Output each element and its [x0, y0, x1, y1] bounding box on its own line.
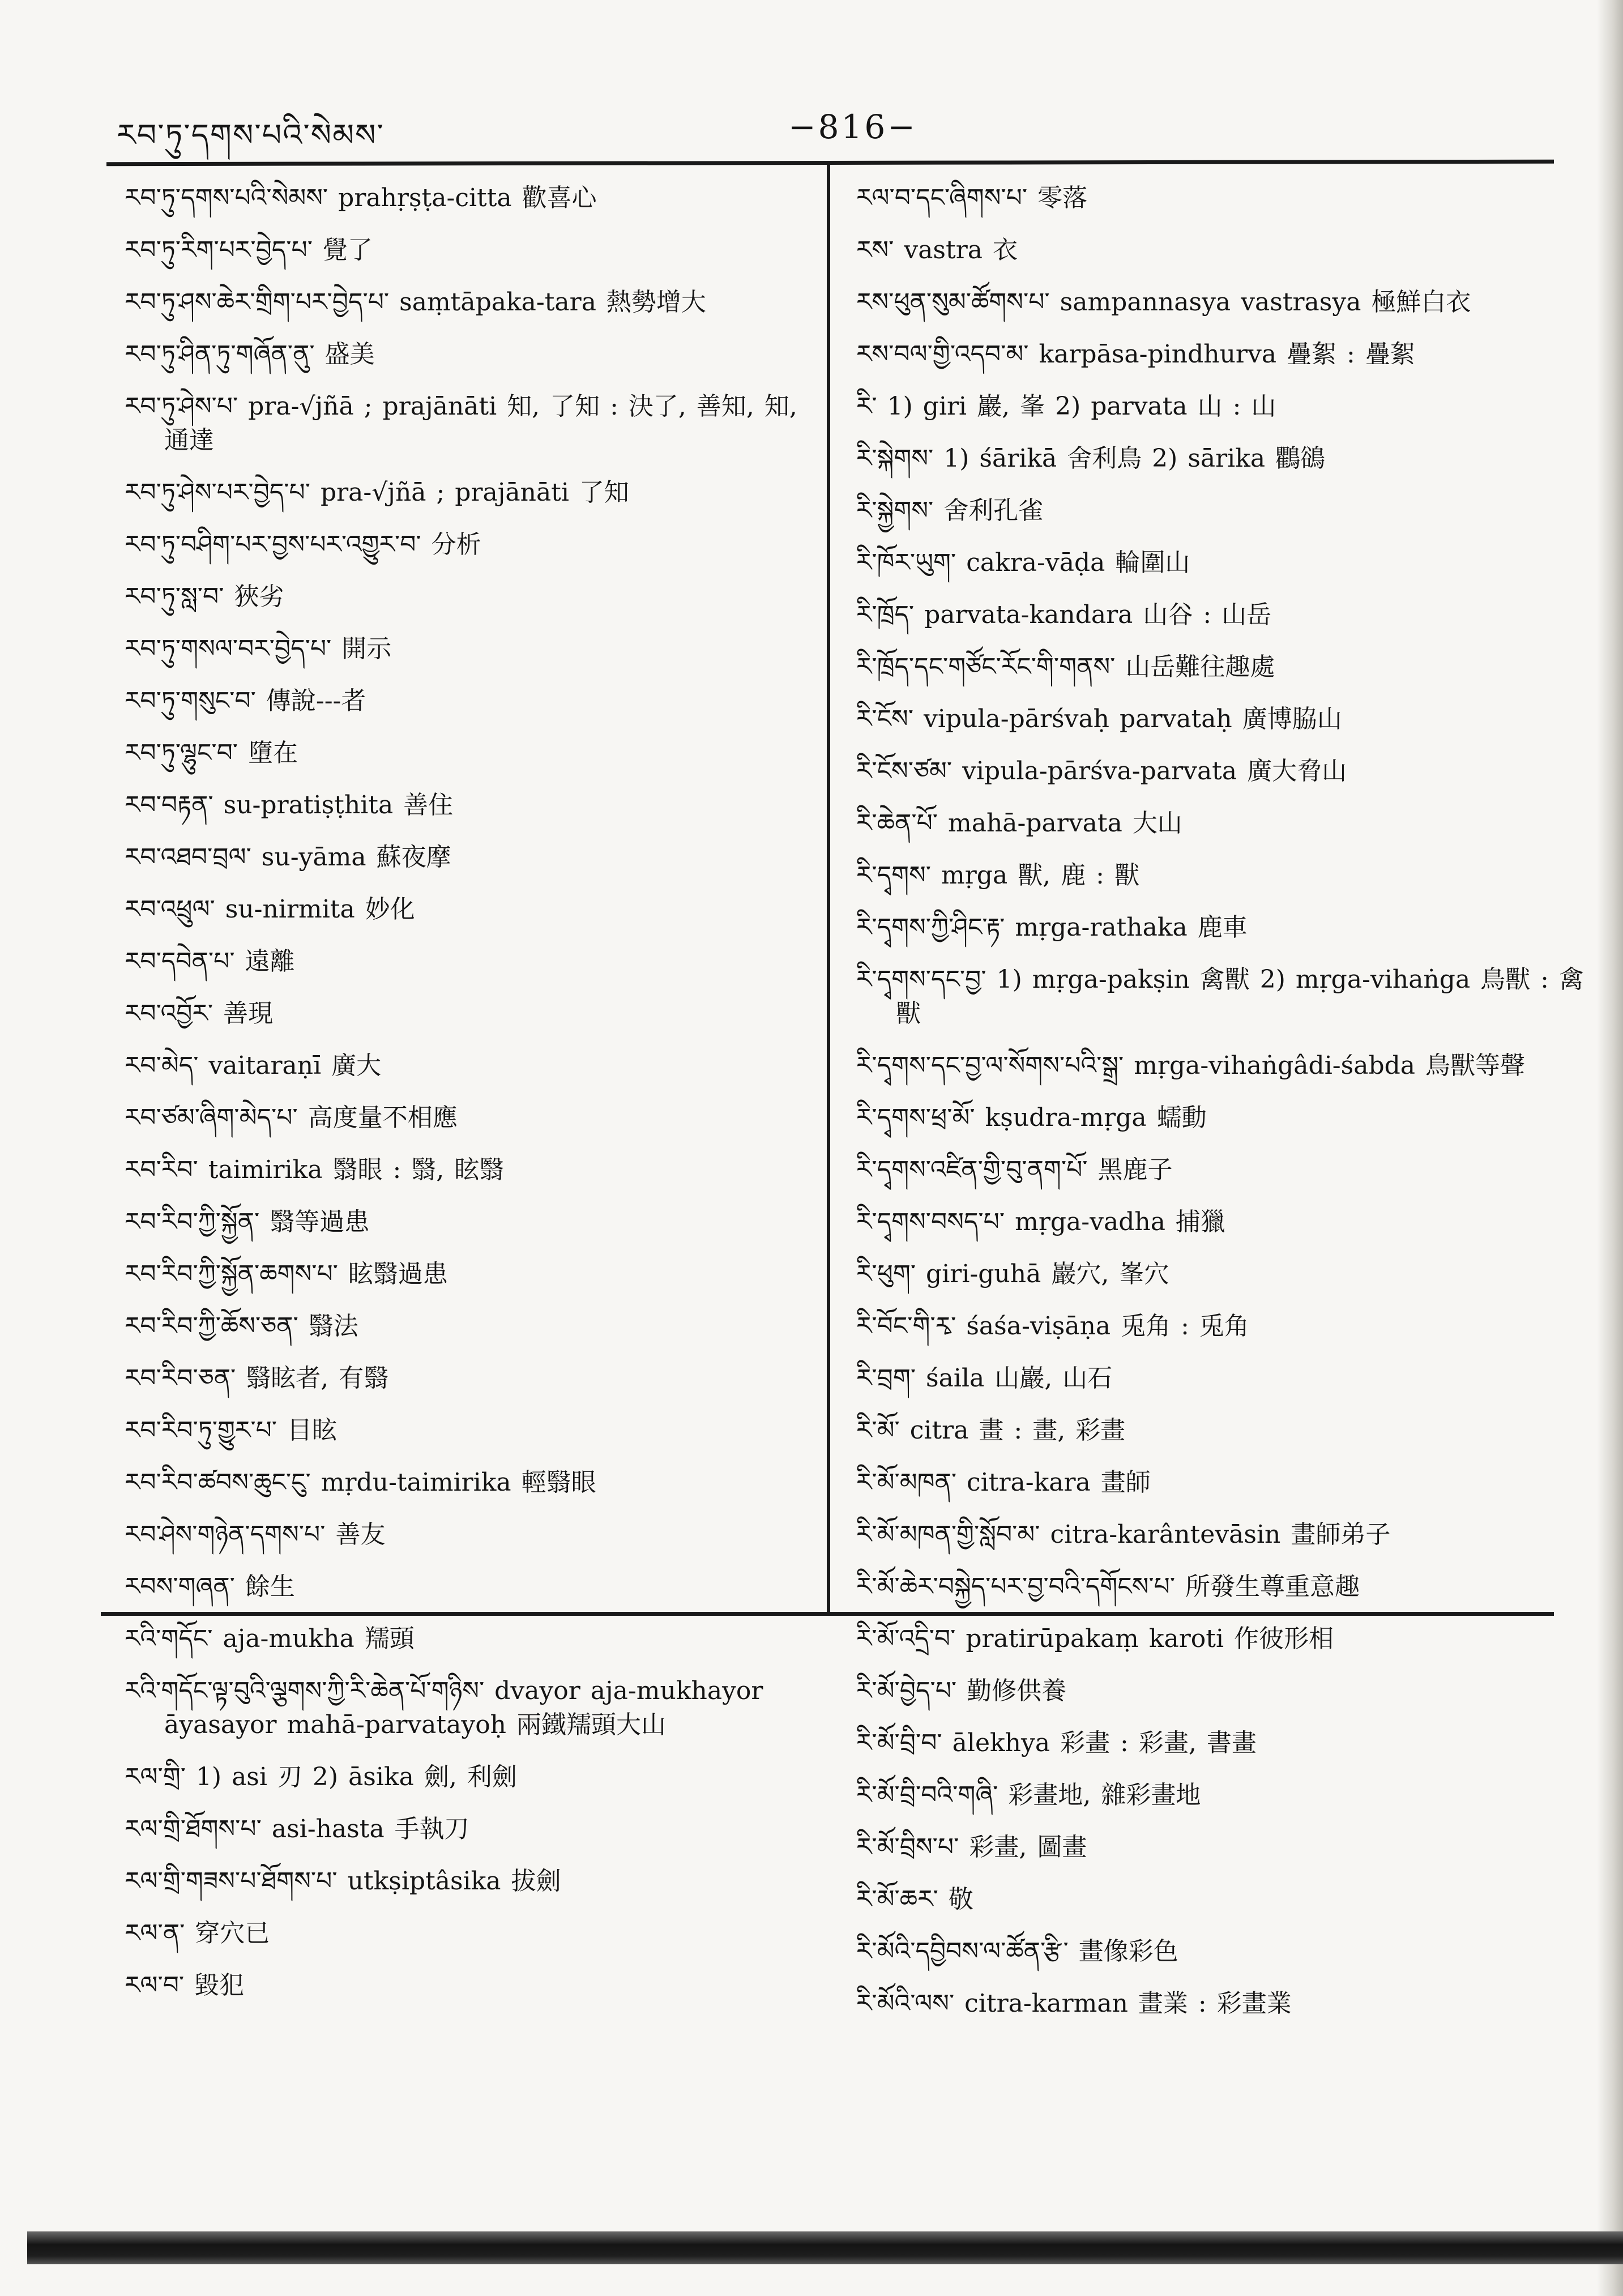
entry: རའི་གདོང་ལྟ་བུའི་ལྕགས་ཀྱི་རི་ཆེན་པོ་གཉིས་ dvayor aja-mukhayor āyasayor mahā-parvatayoḥ 兩鐵羺頭大山 — [125, 1676, 763, 1739]
entry: རབ་ཏུ་བཤིག་པར་བྱས་པར་འགྱུར་བ་ 分析 — [125, 530, 481, 559]
entry: རི་ངོས་ཙམ་ vipula-pārśva-parvata 廣大脅山 — [856, 757, 1347, 786]
entry: རི་མོ་བྲི་བ་ ālekhya 彩畫 : 彩畫, 書畫 — [856, 1729, 1257, 1757]
entry: རབ་རིབ་ཀྱི་ཆོས་ཅན་ 翳法 — [125, 1312, 358, 1341]
entry: རི་ 1) giri 巖, 峯 2) parvata 山 : 山 — [856, 392, 1276, 421]
entry: རའི་གདོང་ aja-mukha 羺頭 — [125, 1624, 415, 1653]
column-divider — [827, 163, 830, 1614]
entry: རལ་བ་ 毀犯 — [125, 1971, 245, 2000]
entry: རབ་འཕྲུལ་ su-nirmita 妙化 — [125, 895, 415, 924]
entry: རབ་ཤེས་གཉེན་དགས་པ་ 善友 — [125, 1520, 386, 1549]
entry: རི་ཁྲོད་དང་གཙོང་རོང་གི་གནས་ 山岳難往趣處 — [856, 652, 1275, 681]
entry: རི་མོ་བྱེད་པ་ 勤修供養 — [856, 1676, 1067, 1705]
entry: རབས་གཞན་ 餘生 — [125, 1572, 295, 1601]
running-head: རབ་ཏུ་དགས་པའི་སེམས་ — [117, 117, 385, 153]
entry: རི་མོ་བྲིས་པ་ 彩畫, 圖畫 — [856, 1833, 1087, 1862]
entry: རས་ vastra 衣 — [856, 236, 1018, 264]
entry: རི་དྭགས་དང་བྱ་ལ་སོགས་པའི་སྒྲ་ mṛga-vihaṅgâdi-śabda 鳥獸等聲 — [856, 1051, 1526, 1080]
entry: རབ་ཙམ་ཞིག་མེད་པ་ 高度量不相應 — [125, 1103, 458, 1132]
entry: རབ་ཏུ་ཤེས་པ་ pra-√jñā ; prajānāti 知, 了知 : 決了, 善知, 知, 通達 — [125, 392, 797, 455]
entry: རས་ཕུན་སུམ་ཚོགས་པ་ sampannasya vastrasya 極鮮白衣 — [856, 288, 1471, 317]
entry: རི་མོ་ཆེར་བསྐྱེད་པར་བྱ་བའི་དགོངས་པ་ 所發生尊重意趣 — [856, 1572, 1360, 1601]
page-edge — [1597, 0, 1623, 2296]
entry: རབ་དབེན་པ་ 遠離 — [125, 947, 295, 976]
entry: རི་མོ་ citra 畫 : 畫, 彩畫 — [856, 1416, 1126, 1445]
entry: རབ་རིབ་ taimirika 翳眼 : 翳, 眩翳 — [125, 1155, 505, 1184]
left-column — [125, 181, 821, 2021]
entry: རབ་ཏུ་རིག་པར་བྱེད་པ་ 覺了 — [125, 236, 373, 264]
entry: རི་སྐེགས་ 1) śārikā 舍利鳥 2) sārika 鸜鵒 — [856, 444, 1326, 473]
entry: རི་དྭགས་བསད་པ་ mṛga-vadha 捕獵 — [856, 1207, 1225, 1236]
entry: རི་བོང་གི་རྭ་ śaśa-viṣāṇa 兎角 : 兎角 — [856, 1312, 1249, 1341]
entry: རི་དྭགས་དང་བྱ་ 1) mṛga-pakṣin 禽獸 2) mṛga-vihaṅga 鳥獸 : 禽獸 — [856, 965, 1584, 1028]
entry: རལ་གྲི་ཐོགས་པ་ asi-hasta 手執刀 — [125, 1815, 469, 1843]
entry: རབ་འཐབ་བྲལ་ su-yāma 蘇夜摩 — [125, 843, 451, 872]
entry: རི་མོ་མཁན་ citra-kara 畫師 — [856, 1468, 1151, 1497]
entry: རལ་གྲི་གཟས་པ་ཐོགས་པ་ utkṣiptâsika 拔劍 — [125, 1867, 561, 1896]
entry: རབ་བརྟན་ su-pratiṣṭhita 善住 — [125, 791, 454, 820]
entry: རི་དྭགས་ཕྲ་མོ་ kṣudra-mṛga 蠕動 — [856, 1103, 1207, 1132]
entry: རི་ངོས་ vipula-pārśvaḥ parvataḥ 廣博脇山 — [856, 705, 1342, 733]
entry: རབ་རིབ་ཅན་ 翳眩者, 有翳 — [125, 1364, 389, 1393]
entry: རབ་རིབ་ཏུ་གྱུར་པ་ 目眩 — [125, 1416, 338, 1445]
entry: རབ་ཏུ་གསུང་བ་ 傳說---者 — [125, 686, 366, 715]
entry: རབ་འབྱོར་ 善現 — [125, 999, 274, 1028]
entry: རི་མོ་འདྲི་བ་ pratirūpakaṃ karoti 作彼形相 — [856, 1624, 1334, 1653]
scan-edge-band — [27, 2231, 1623, 2264]
entry: རི་མོའི་ལས་ citra-karman 畫業 : 彩畫業 — [856, 1989, 1292, 2018]
entry: རི་བྲག་ śaila 山巖, 山石 — [856, 1364, 1113, 1393]
entry: རབ་ཏུ་གསལ་བར་བྱེད་པ་ 開示 — [125, 634, 392, 663]
entry: རལ་གྲི་ 1) asi 刃 2) āsika 劍, 利劍 — [125, 1762, 517, 1791]
entry: རབ་རིབ་ཚབས་ཆུང་ངུ་ mṛdu-taimirika 輕翳眼 — [125, 1468, 596, 1497]
entry: རབ་ཏུ་ཤས་ཆེར་གྲིག་པར་བྱེད་པ་ saṃtāpaka-tara 熱勢增大 — [125, 288, 706, 317]
entry: རབ་རིབ་ཀྱི་སྐྱོན་ 翳等過患 — [125, 1207, 370, 1236]
entry: རབ་རིབ་ཀྱི་སྐྱོན་ཆགས་པ་ 眩翳過患 — [125, 1260, 448, 1288]
entry: རབ་ཏུ་སླ་བ་ 狹劣 — [125, 582, 284, 611]
entry: རབ་ཏུ་ལྷུང་བ་ 墮在 — [125, 739, 298, 767]
entry: རི་ཁྲོད་ parvata-kandara 山谷 : 山岳 — [856, 600, 1272, 629]
entry: རི་དྭགས་འཛིན་གྱི་བུ་ནག་པོ་ 黑鹿子 — [856, 1155, 1173, 1184]
entry: རི་ཁོར་ཡུག་ cakra-vāḍa 輪圍山 — [856, 548, 1190, 577]
entry: རི་ཆེན་པོ་ mahā-parvata 大山 — [856, 809, 1182, 838]
entry: རི་མོའི་དབྱིབས་ལ་ཚོན་རྩི་ 畫像彩色 — [856, 1937, 1178, 1966]
entry: རབ་ཏུ་དགས་པའི་སེམས་ prahṛṣṭa-citta 歡喜心 — [125, 183, 597, 212]
entry: རབ་ཏུ་ཤེས་པར་བྱེད་པ་ pra-√jñā ; prajānāti 了知 — [125, 478, 629, 507]
entry: རི་མོ་ཆར་ 敬 — [856, 1885, 973, 1914]
entry: རས་བལ་གྱི་འདབ་མ་ karpāsa-pindhurva 疊絮 : 疊絮 — [856, 340, 1415, 369]
entry: རི་སྐྱེགས་ 舍利孔雀 — [856, 496, 1044, 525]
entry: རལ་ན་ 穿穴已 — [125, 1919, 270, 1948]
entry: རི་མོ་བྲི་བའི་གཞི་ 彩畫地, 雜彩畫地 — [856, 1781, 1201, 1810]
entry: རལ་བ་དང་ཞིགས་པ་ 零落 — [856, 183, 1088, 212]
entry: རི་ཕུག་ giri-guhā 巖穴, 峯穴 — [856, 1260, 1169, 1288]
entry: རི་མོ་མཁན་གྱི་སློབ་མ་ citra-karântevāsin 畫師弟子 — [856, 1520, 1391, 1549]
entry: རི་དྭགས་ཀྱི་ཤིང་རྟ་ mṛga-rathaka 鹿車 — [856, 913, 1248, 942]
entry: རབ་ཏུ་ཤིན་ཏུ་གཞོན་ནུ་ 盛美 — [125, 340, 375, 369]
entry: རི་དྭགས་ mṛga 獸, 鹿 : 獸 — [856, 861, 1139, 890]
entry: རབ་མེད་ vaitaraṇī 廣大 — [125, 1051, 382, 1080]
page-number: −816− — [788, 108, 917, 146]
right-column — [856, 181, 1598, 2039]
